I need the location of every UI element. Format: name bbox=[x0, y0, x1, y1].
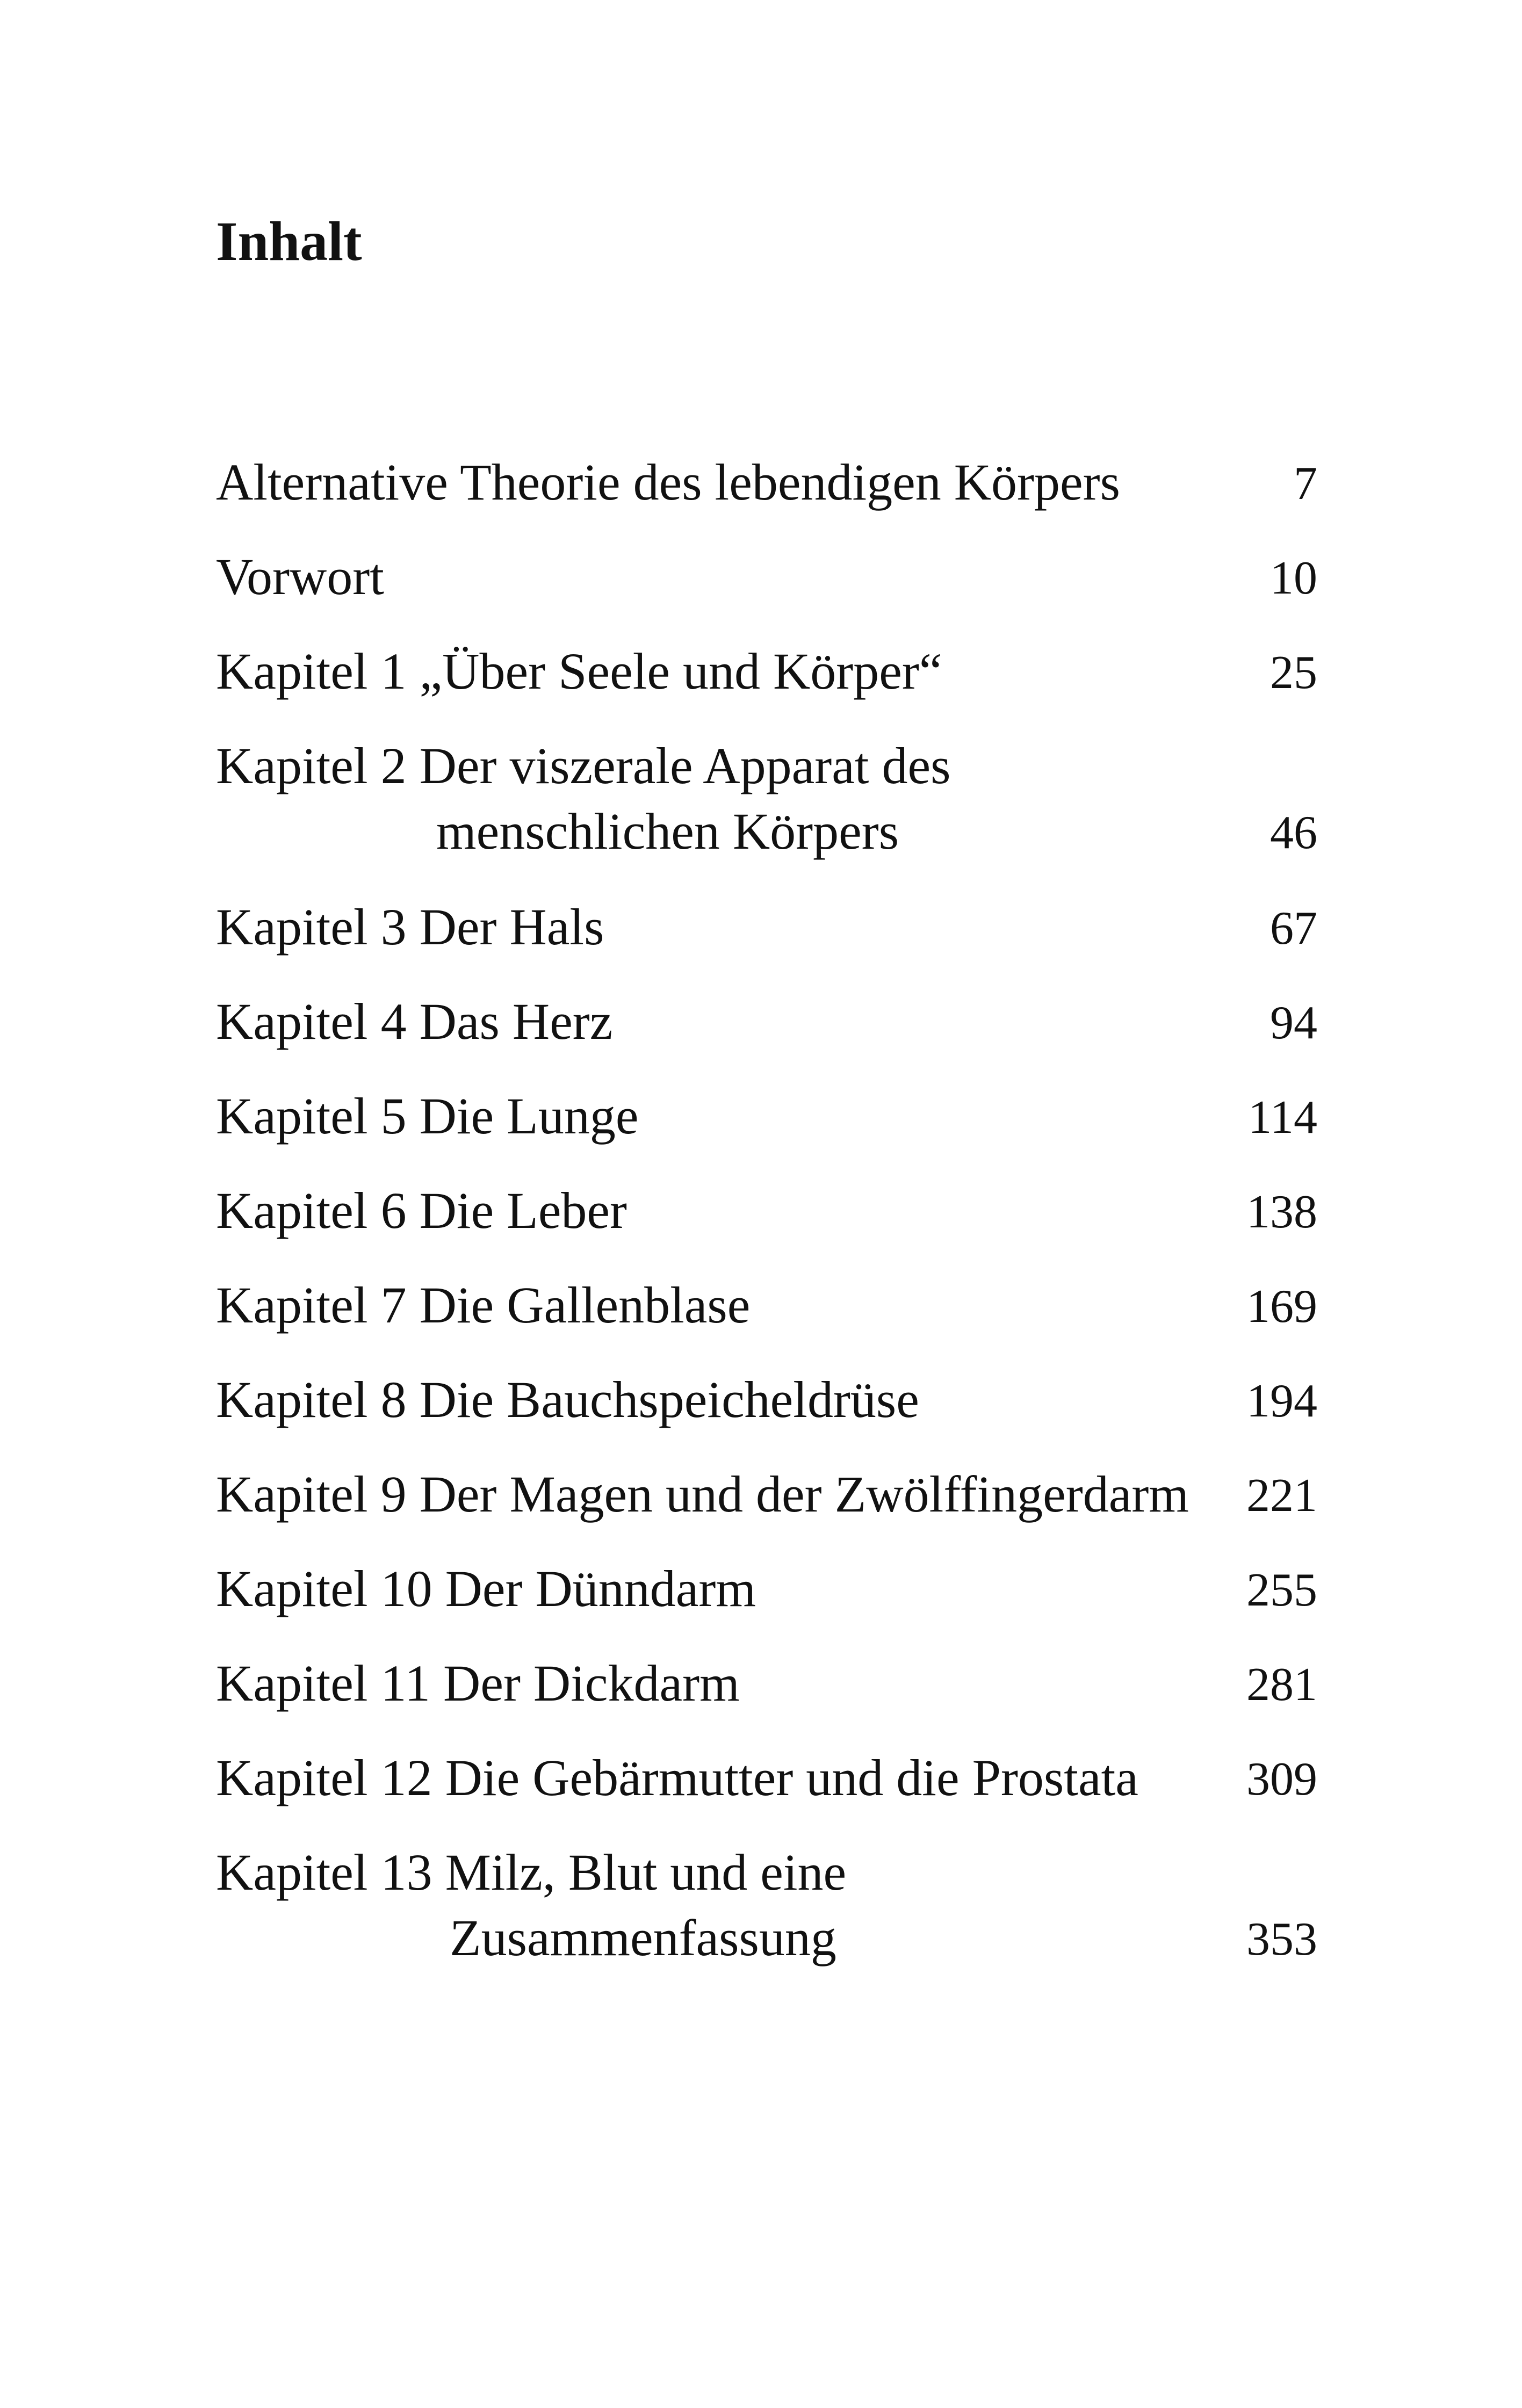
toc-entry bbox=[216, 638, 1317, 733]
toc-entry-title: Kapitel 2 Der viszerale Apparat des bbox=[216, 737, 951, 794]
toc-entry-page: 10 bbox=[1270, 552, 1317, 604]
page-title: Inhalt bbox=[216, 211, 362, 272]
toc-entry bbox=[216, 988, 1317, 1083]
toc-entry bbox=[216, 1839, 1317, 2000]
toc-entry bbox=[216, 1461, 1317, 1556]
toc-entry bbox=[216, 449, 1317, 544]
toc-entry-title: Kapitel 9 Der Magen und der Zwölffingerdarm bbox=[216, 1465, 1189, 1523]
toc-entry-page: 255 bbox=[1246, 1564, 1317, 1616]
toc-entry-page: 7 bbox=[1294, 458, 1317, 510]
toc-entry-title: Kapitel 10 Der Dünndarm bbox=[216, 1560, 756, 1617]
toc-entry-page: 194 bbox=[1246, 1375, 1317, 1427]
toc-entry-page: 169 bbox=[1246, 1281, 1317, 1333]
toc-entry-page: 221 bbox=[1246, 1470, 1317, 1522]
toc-entry-title-continuation: Zusammenfassung bbox=[450, 1909, 836, 1966]
toc-entry-title: Alternative Theorie des lebendigen Körpers bbox=[216, 453, 1120, 511]
toc-entry bbox=[216, 894, 1317, 988]
toc-entry-page: 67 bbox=[1270, 902, 1317, 954]
toc-entry bbox=[216, 544, 1317, 638]
toc-entry bbox=[216, 1745, 1317, 1839]
toc-entry-title: Kapitel 3 Der Hals bbox=[216, 898, 604, 956]
toc-entry-page: 353 bbox=[1246, 1913, 1317, 1965]
toc-entry-title-continuation: menschlichen Körpers bbox=[436, 802, 899, 860]
table-of-contents bbox=[216, 449, 1317, 2000]
toc-entry-title: Kapitel 11 Der Dickdarm bbox=[216, 1654, 740, 1712]
toc-entry-title: Kapitel 7 Die Gallenblase bbox=[216, 1276, 751, 1334]
toc-entry-title: Kapitel 12 Die Gebärmutter und die Prostata bbox=[216, 1749, 1138, 1806]
toc-entry-page: 94 bbox=[1270, 997, 1317, 1049]
toc-entry bbox=[216, 1083, 1317, 1177]
toc-entry bbox=[216, 1177, 1317, 1272]
toc-entry-title: Kapitel 4 Das Herz bbox=[216, 993, 613, 1050]
toc-entry-title: Kapitel 5 Die Lunge bbox=[216, 1087, 639, 1145]
toc-entry-page: 138 bbox=[1246, 1186, 1317, 1238]
toc-entry-page: 281 bbox=[1246, 1659, 1317, 1711]
toc-entry-page: 46 bbox=[1270, 807, 1317, 859]
toc-entry-title: Kapitel 6 Die Leber bbox=[216, 1182, 627, 1239]
toc-entry-title: Kapitel 1 „Über Seele und Körper“ bbox=[216, 642, 942, 700]
toc-entry-page: 25 bbox=[1270, 647, 1317, 699]
toc-entry bbox=[216, 1366, 1317, 1461]
toc-entry bbox=[216, 1272, 1317, 1366]
toc-entry-page: 114 bbox=[1248, 1091, 1317, 1144]
toc-entry bbox=[216, 733, 1317, 894]
toc-entry-page: 309 bbox=[1246, 1753, 1317, 1805]
toc-entry bbox=[216, 1650, 1317, 1745]
toc-entry bbox=[216, 1556, 1317, 1650]
toc-entry-title: Kapitel 8 Die Bauchspeicheldrüse bbox=[216, 1371, 919, 1428]
toc-entry-title: Kapitel 13 Milz, Blut und eine bbox=[216, 1843, 847, 1901]
toc-entry-title: Vorwort bbox=[216, 548, 384, 605]
